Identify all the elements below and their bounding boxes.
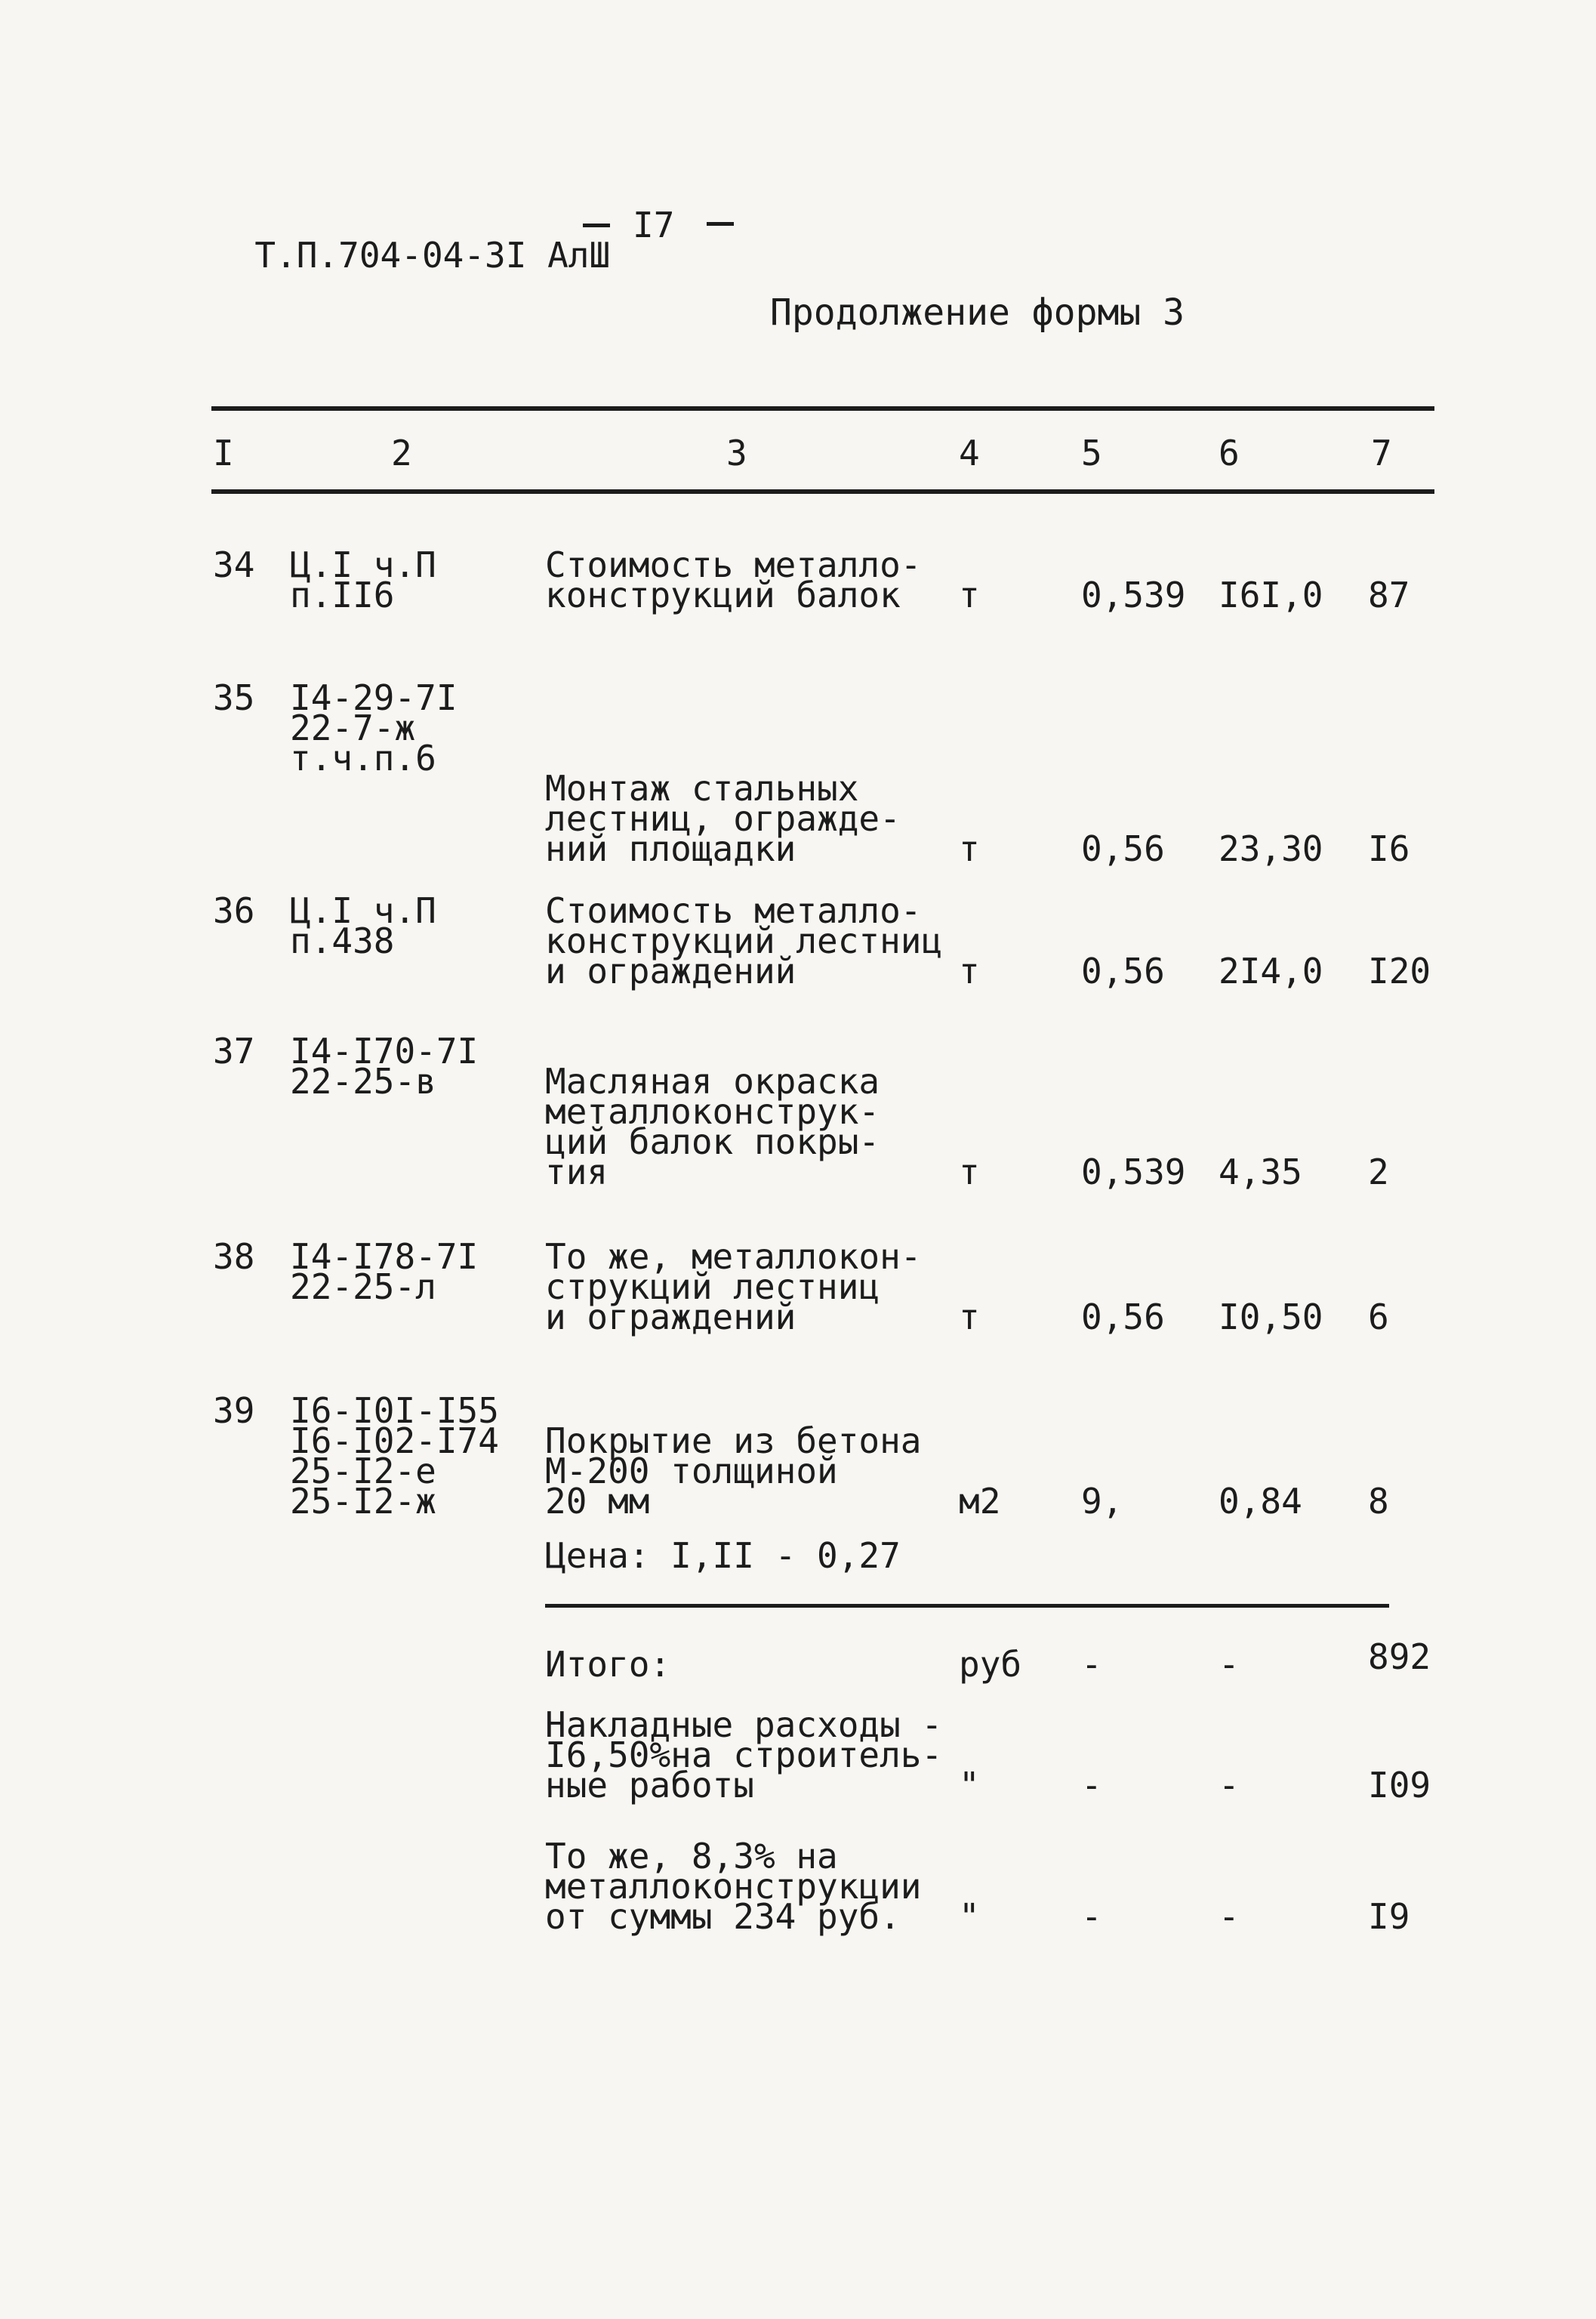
row-code-line: п.II6	[290, 575, 395, 615]
row-number: 39	[213, 1390, 255, 1431]
row-code-line: I4-29-7I	[290, 677, 458, 718]
row-description-line: 20 мм	[545, 1481, 650, 1522]
summary-quantity: -	[1081, 1644, 1102, 1685]
summary-unit: "	[959, 1765, 980, 1806]
row-description-line: ний площадки	[545, 828, 796, 869]
row-quantity: 0,539	[1081, 575, 1186, 615]
row-description-line: конструкций лестниц	[545, 921, 943, 961]
table-header-rule	[211, 489, 1434, 494]
row-number: 35	[213, 677, 255, 718]
row-code-line: п.438	[290, 921, 395, 961]
row-unit: т	[959, 1297, 980, 1337]
row-quantity: 0,539	[1081, 1152, 1186, 1192]
summary-unit: "	[959, 1896, 980, 1937]
row-description-line: и ограждений	[545, 951, 796, 991]
summary-total: I09	[1368, 1765, 1431, 1806]
row-description-line: тия	[545, 1152, 609, 1192]
page-number: I7	[633, 205, 675, 245]
column-header-7: 7	[1371, 433, 1392, 473]
summary-unit-price: -	[1219, 1644, 1240, 1685]
row-description-line: Покрытие из бетона	[545, 1420, 922, 1461]
summary-quantity: -	[1081, 1896, 1102, 1937]
table-top-rule	[211, 406, 1434, 411]
summary-description-line: То же, 8,3% на	[545, 1836, 838, 1876]
row-code-line: 25-I2-е	[290, 1451, 436, 1491]
row-description-line: Масляная окраска	[545, 1061, 880, 1102]
summary-unit-price: -	[1219, 1765, 1240, 1806]
row-quantity: 0,56	[1081, 1297, 1165, 1337]
row-unit: т	[959, 1152, 980, 1192]
row-total: I20	[1368, 951, 1431, 991]
row-unit-price: I6I,0	[1219, 575, 1323, 615]
summary-description-line: I6,50%на строитель-	[545, 1735, 943, 1775]
summary-description-line: от суммы 234 руб.	[545, 1896, 901, 1937]
column-header-2: 2	[391, 433, 412, 473]
doc-code-text: Т.П.704-04-3I АлШ	[254, 235, 611, 276]
column-header-5: 5	[1081, 433, 1102, 473]
row-quantity: 9,	[1081, 1481, 1123, 1522]
row-description-line: Стоимость металло-	[545, 890, 922, 931]
summary-description-line: металлоконструкции	[545, 1866, 922, 1907]
summary-quantity: -	[1081, 1765, 1102, 1806]
row-quantity: 0,56	[1081, 828, 1165, 869]
form-subtitle: Продолжение формы 3	[770, 291, 1185, 334]
header-dash-left	[583, 224, 610, 227]
row-description-line: ций балок покры-	[545, 1121, 880, 1162]
summary-total: I9	[1368, 1896, 1410, 1937]
column-header-3: 3	[726, 433, 747, 473]
document-code	[213, 210, 611, 276]
row-description-line: лестниц, огражде-	[545, 798, 901, 839]
column-header-6: 6	[1219, 433, 1240, 473]
column-header-4: 4	[959, 433, 980, 473]
row-code-line: 25-I2-ж	[290, 1481, 436, 1522]
row-description-line: струкций лестниц	[545, 1266, 880, 1307]
row-description-line: металлоконструк-	[545, 1091, 880, 1132]
row-description-line: То же, металлокон-	[545, 1236, 922, 1277]
row-code-line: Ц.I ч.П	[290, 544, 436, 585]
row-number: 38	[213, 1236, 255, 1277]
row-code-line: I4-I78-7I	[290, 1236, 479, 1277]
row-unit: т	[959, 575, 980, 615]
summary-rule	[545, 1604, 1389, 1608]
row-code-line: I6-I02-I74	[290, 1420, 499, 1461]
column-header-1: I	[213, 433, 234, 473]
row-unit-price: 2I4,0	[1219, 951, 1323, 991]
summary-unit: руб	[959, 1644, 1022, 1685]
price-note: Цена: I,II - 0,27	[545, 1535, 901, 1576]
summary-total: 892	[1368, 1636, 1431, 1677]
row-number: 37	[213, 1031, 255, 1072]
row-description-line: и ограждений	[545, 1297, 796, 1337]
row-unit-price: 4,35	[1219, 1152, 1302, 1192]
row-quantity: 0,56	[1081, 951, 1165, 991]
row-code-line: Ц.I ч.П	[290, 890, 436, 931]
row-unit-price: 0,84	[1219, 1481, 1302, 1522]
row-code-line: 22-25-л	[290, 1266, 436, 1307]
row-code-line: 22-7-ж	[290, 708, 416, 748]
row-description-line: Монтаж стальных	[545, 768, 859, 809]
row-total: 2	[1368, 1152, 1389, 1192]
row-number: 36	[213, 890, 255, 931]
summary-description-line: Итого:	[545, 1644, 671, 1685]
row-description-line: Стоимость металло-	[545, 544, 922, 585]
row-unit-price: I0,50	[1219, 1297, 1323, 1337]
row-description-line: конструкций балок	[545, 575, 901, 615]
row-description-line: М-200 толщиной	[545, 1451, 838, 1491]
row-code-line: 22-25-в	[290, 1061, 436, 1102]
summary-description-line: Накладные расходы -	[545, 1704, 943, 1745]
row-code-line: I4-I70-7I	[290, 1031, 479, 1072]
row-total: 8	[1368, 1481, 1389, 1522]
row-total: 6	[1368, 1297, 1389, 1337]
row-unit: т	[959, 828, 980, 869]
row-number: 34	[213, 544, 255, 585]
summary-description-line: ные работы	[545, 1765, 754, 1806]
header-dash-right	[707, 222, 734, 226]
row-code-line: т.ч.п.6	[290, 738, 436, 779]
row-unit-price: 23,30	[1219, 828, 1323, 869]
row-code-line: I6-I0I-I55	[290, 1390, 499, 1431]
summary-unit-price: -	[1219, 1896, 1240, 1937]
row-unit: м2	[959, 1481, 1001, 1522]
row-unit: т	[959, 951, 980, 991]
row-total: I6	[1368, 828, 1410, 869]
row-total: 87	[1368, 575, 1410, 615]
